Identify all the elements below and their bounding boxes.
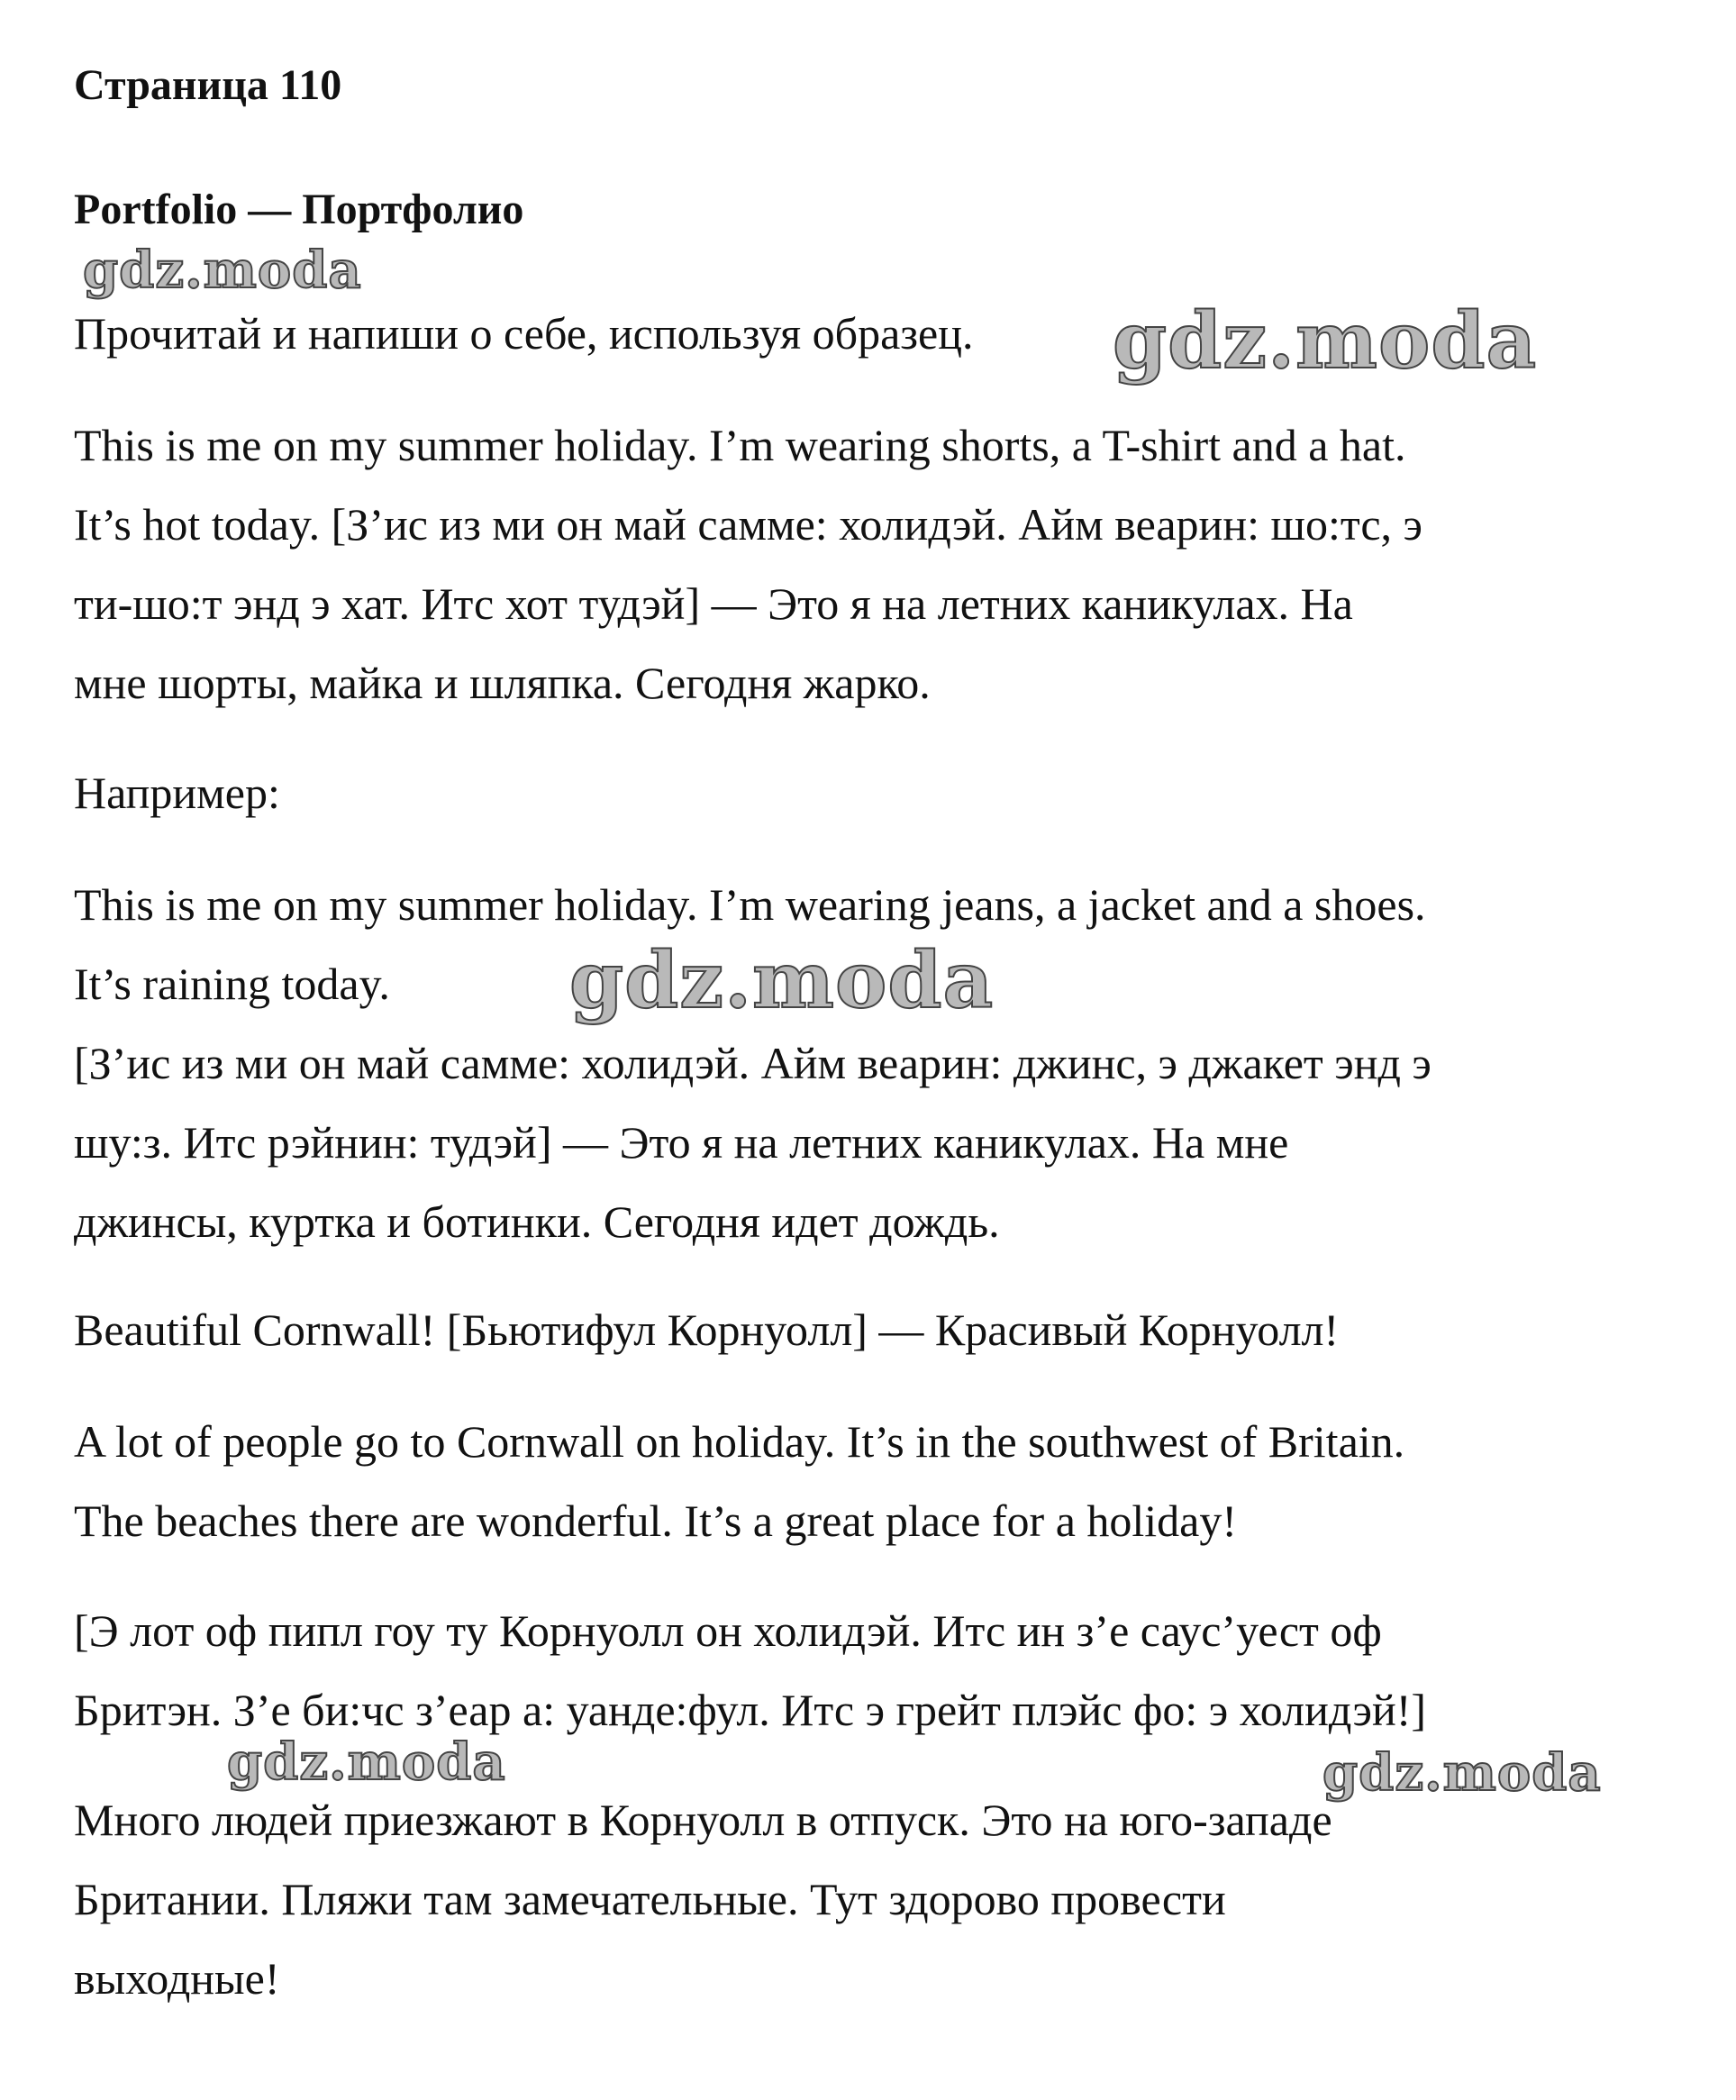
section-title: Portfolio — Портфолио [74,186,524,233]
cornwall-translation-line: выходные! [74,1953,280,2004]
sample-line: ти-шо:т энд э хат. Итс хот тудэй] — Это я на летних каникулах. На [74,578,1353,629]
instruction-line: Прочитай и напиши о себе, используя образец. [74,308,974,359]
example-translation-line: шу:з. Итс рэйнин: тудэй] — Это я на летних каникулах. На мне [74,1117,1289,1168]
example-paragraph [74,865,1695,1261]
cornwall-english-line: The beaches there are wonderful. It’s a great place for a holiday! [74,1495,1238,1546]
watermark-logo: gdz.moda [227,1732,506,1792]
watermark-logo: gdz.moda [1113,295,1538,386]
example-label [74,753,1695,832]
cornwall-translation-line: Британии. Пляжи там замечательные. Тут здорово провести [74,1874,1226,1924]
example-english-line: It’s raining today. [74,959,390,1009]
cornwall-transcription-line: Бритэн. З’е би:чс з’еар а: уанде:фул. Итс э грейт плэйс фо: э холидэй!] [74,1685,1427,1735]
cornwall-translation-paragraph [74,1780,1695,2018]
instruction-text [74,294,1695,373]
cornwall-transcription-line: [Э лот оф пипл гоу ту Корнуолл он холидэй. Итс ин з’е саус’уест оф [74,1605,1382,1656]
example-translation-line: [З’ис из ми он май самме: холидэй. Айм веарин: джинс, э джакет энд э [74,1038,1432,1088]
cornwall-title [74,1290,1695,1369]
cornwall-transcription-paragraph [74,1591,1695,1750]
cornwall-translation-line: Много людей приезжают в Корнуолл в отпуск. Это на юго-западе [74,1795,1332,1845]
page-title: Страница 110 [74,61,342,109]
example-english-line: This is me on my summer holiday. I’m wearing jeans, a jacket and a shoes. [74,879,1426,930]
sample-line: мне шорты, майка и шляпка. Сегодня жарко. [74,658,931,708]
sample-line: It’s hot today. [З’ис из ми он май самме: холидэй. Айм веарин: шо:тс, э [74,499,1422,550]
sample-paragraph [74,405,1695,723]
sample-line: This is me on my summer holiday. I’m wearing shorts, a T-shirt and a hat. [74,420,1406,470]
watermark-logo: gdz.moda [83,241,362,300]
watermark-logo: gdz.moda [569,935,995,1026]
example-translation-line: джинсы, куртка и ботинки. Сегодня идет дождь. [74,1196,1000,1247]
cornwall-english-paragraph [74,1402,1695,1560]
cornwall-title-line: Beautiful Cornwall! [Бьютифул Корнуолл] — Красивый Корнуолл! [74,1305,1340,1355]
watermark-logo: gdz.moda [1322,1743,1602,1803]
example-label-line: Например: [74,768,280,818]
cornwall-english-line: A lot of people go to Cornwall on holiday. It’s in the southwest of Britain. [74,1416,1405,1467]
